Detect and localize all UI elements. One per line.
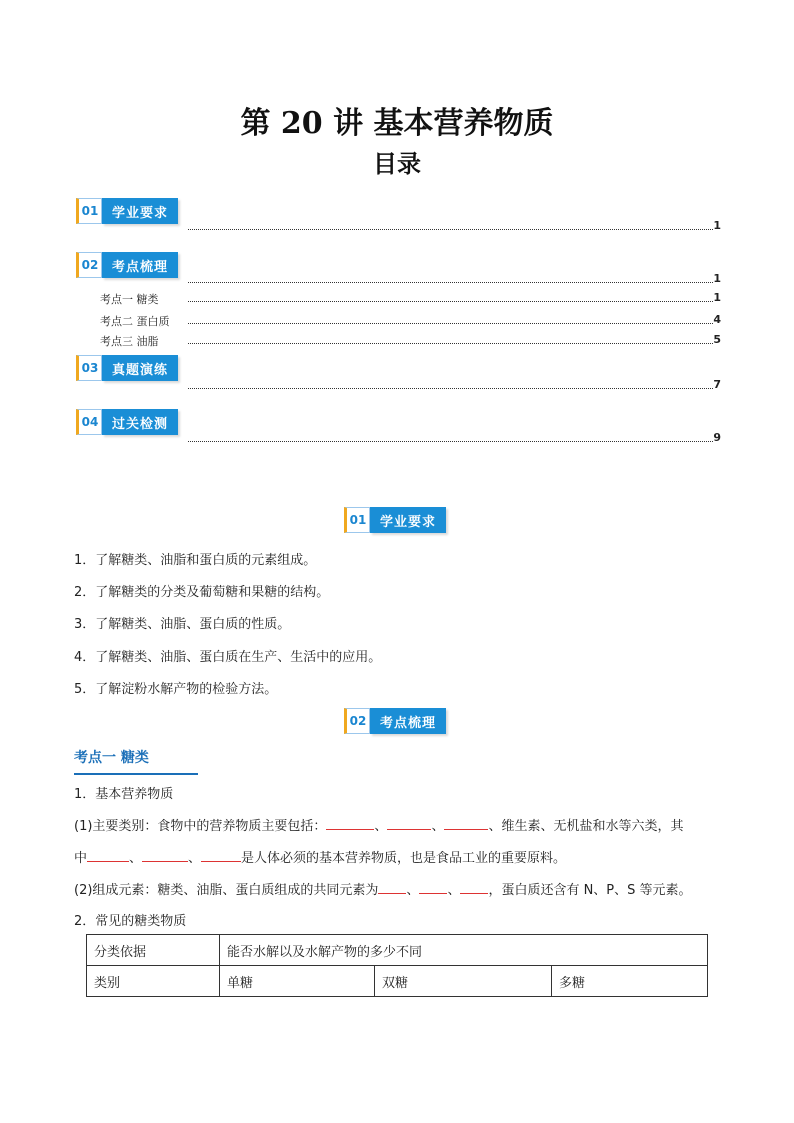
toc-subentry-3[interactable] [100, 333, 721, 347]
separator: 、 [447, 883, 461, 898]
badge-label: 学业要求 [102, 198, 178, 224]
paragraph-essential [74, 847, 566, 866]
paragraph-categories [74, 815, 683, 834]
table-cell: 单糖 [220, 966, 375, 997]
fill-blank[interactable] [419, 881, 447, 894]
badge-label: 真题演练 [102, 355, 178, 381]
toc-badge-04[interactable] [76, 409, 178, 435]
fill-blank[interactable] [326, 817, 374, 830]
requirement-item: 5．了解淀粉水解产物的检验方法。 [74, 682, 278, 697]
dot-leader [188, 343, 713, 344]
badge-number: 04 [76, 409, 102, 435]
section-badge-02 [344, 708, 446, 734]
fill-blank[interactable] [444, 817, 488, 830]
dot-leader [188, 441, 713, 442]
text: (1)主要类别：食物中的营养物质主要包括： [74, 819, 327, 834]
toc-title: 目录 [373, 150, 421, 178]
dot-leader [188, 282, 713, 283]
toc-subentry-1[interactable] [100, 291, 721, 305]
fill-blank[interactable] [378, 881, 406, 894]
section-badge-01 [344, 507, 446, 533]
table-cell: 双糖 [375, 966, 552, 997]
separator: 、 [431, 819, 445, 834]
table-cell: 能否水解以及水解产物的多少不同 [220, 935, 708, 966]
toc-badge-01[interactable] [76, 198, 178, 224]
table-cell: 类别 [87, 966, 220, 997]
separator: 、 [129, 851, 143, 866]
toc-subentry-2[interactable] [100, 313, 721, 327]
subentry-label: 考点三 油脂 [100, 335, 159, 348]
subheading: 1．基本营养物质 [74, 787, 174, 802]
paragraph-elements [74, 879, 692, 898]
text: 中 [74, 851, 88, 866]
badge-number: 02 [344, 708, 370, 734]
toc-badge-02[interactable] [76, 252, 178, 278]
table-row [87, 966, 708, 997]
separator: 、 [406, 883, 420, 898]
dot-leader [188, 323, 713, 324]
subheading: 2．常见的糖类物质 [74, 914, 187, 929]
table-cell: 分类依据 [87, 935, 220, 966]
badge-number: 02 [76, 252, 102, 278]
text: 是人体必须的基本营养物质，也是食品工业的重要原料。 [241, 851, 567, 866]
badge-label: 学业要求 [370, 507, 446, 533]
fill-blank[interactable] [460, 881, 488, 894]
page-number: 1 [713, 272, 721, 285]
fill-blank[interactable] [142, 849, 188, 862]
subentry-label: 考点一 糖类 [100, 293, 159, 306]
table-cell: 多糖 [552, 966, 708, 997]
requirement-item: 3．了解糖类、油脂、蛋白质的性质。 [74, 617, 291, 632]
fill-blank[interactable] [87, 849, 129, 862]
requirement-item: 2．了解糖类的分类及葡萄糖和果糖的结构。 [74, 585, 330, 600]
toc-entry-01[interactable] [188, 219, 721, 233]
toc-badge-03[interactable] [76, 355, 178, 381]
page-title: 第 20 讲 基本营养物质 [240, 106, 554, 141]
badge-label: 考点梳理 [102, 252, 178, 278]
page-number: 7 [713, 378, 721, 391]
sugar-classification-table [86, 934, 708, 997]
dot-leader [188, 388, 713, 389]
requirement-item: 1．了解糖类、油脂和蛋白质的元素组成。 [74, 553, 317, 568]
badge-number: 01 [76, 198, 102, 224]
fill-blank[interactable] [387, 817, 431, 830]
badge-number: 03 [76, 355, 102, 381]
toc-entry-03[interactable] [188, 378, 721, 392]
page-number: 5 [713, 333, 721, 346]
page-number: 1 [713, 219, 721, 232]
toc-entry-02[interactable] [188, 272, 721, 286]
badge-number: 01 [344, 507, 370, 533]
table-row [87, 935, 708, 966]
page-number: 1 [713, 291, 721, 304]
badge-label: 过关检测 [102, 409, 178, 435]
toc-entry-04[interactable] [188, 431, 721, 445]
fill-blank[interactable] [201, 849, 241, 862]
text: 、维生素、无机盐和水等六类，其 [488, 819, 684, 834]
page-number: 4 [713, 313, 721, 326]
text: (2)组成元素：糖类、油脂、蛋白质组成的共同元素为 [74, 883, 379, 898]
keypoint-heading: 考点一 糖类 [74, 747, 198, 775]
separator: 、 [188, 851, 202, 866]
requirement-item: 4．了解糖类、油脂、蛋白质在生产、生活中的应用。 [74, 650, 382, 665]
page-number: 9 [713, 431, 721, 444]
separator: 、 [374, 819, 388, 834]
subentry-label: 考点二 蛋白质 [100, 315, 170, 328]
badge-label: 考点梳理 [370, 708, 446, 734]
dot-leader [188, 301, 713, 302]
dot-leader [188, 229, 713, 230]
text: ，蛋白质还含有 N、P、S 等元素。 [488, 883, 692, 898]
